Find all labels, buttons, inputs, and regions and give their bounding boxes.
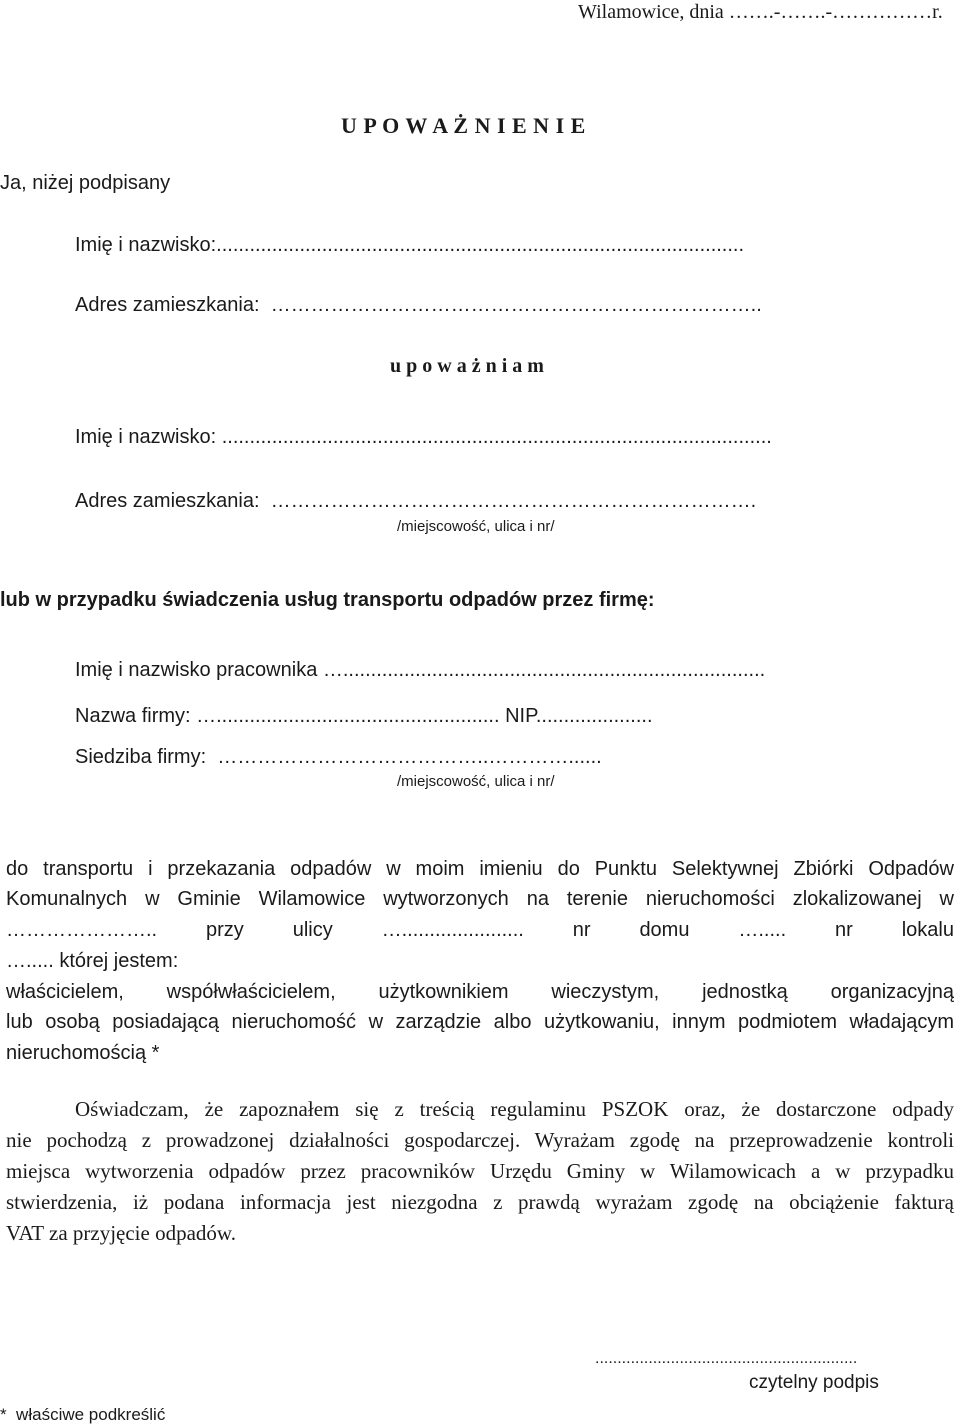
agent-address-hint: /miejscowość, ulica i nr/ bbox=[397, 518, 555, 535]
signature-label: czytelny podpis bbox=[749, 1372, 879, 1393]
intro-line: Ja, niżej podpisany bbox=[0, 172, 171, 194]
authorize-heading: u p o w a ż n i a m bbox=[390, 355, 544, 377]
company-seat-field: Siedziba firmy: …………………………………..…………...... bbox=[75, 746, 602, 768]
date-line: Wilamowice, dnia …….-…….-……………r. bbox=[578, 1, 943, 23]
body-line-3: ………………….. przy ulicy …...................... nr domu …..... nr lokalu bbox=[6, 919, 954, 941]
body-line-7: nieruchomością * bbox=[6, 1042, 160, 1064]
company-seat-hint: /miejscowość, ulica i nr/ bbox=[397, 773, 555, 790]
declaration-line-5: VAT za przyjęcie odpadów. bbox=[6, 1221, 236, 1245]
footnote: * właściwe podkreślić bbox=[0, 1405, 166, 1424]
company-name-nip-field: Nazwa firmy: …................................................... NIP..................... bbox=[75, 705, 653, 727]
declaration-line-1: Oświadczam, że zapoznałem się z treścią regulaminu PSZOK oraz, że dostarczone odpady bbox=[75, 1097, 954, 1121]
agent-address-field: Adres zamieszkania: ………………………………………………………………. bbox=[75, 490, 757, 512]
body-line-6: lub osobą posiadającą nieruchomość w zarządzie albo użytkowaniu, innym podmiotem władającym bbox=[6, 1011, 954, 1033]
body-line-1: do transportu i przekazania odpadów w moim imieniu do Punktu Selektywnej Zbiórki Odpadów bbox=[6, 858, 954, 880]
body-line-5: właścicielem, współwłaścicielem, użytkownikiem wieczystym, jednostką organizacyjną bbox=[6, 981, 954, 1003]
employee-name-field: Imię i nazwisko pracownika …............................................................................ bbox=[75, 659, 766, 681]
declaration-line-2: nie pochodzą z prowadzonej działalności gospodarczej. Wyrażam zgodę na przeprowadzenie kontroli bbox=[6, 1128, 954, 1152]
declaration-line-3: miejsca wytworzenia odpadów przez pracowników Urzędu Gminy w Wilamowicach a w przypadku bbox=[6, 1159, 954, 1183]
principal-name-field: Imię i nazwisko:............................................................................................... bbox=[75, 234, 745, 256]
signature-dots: ........................................................... bbox=[595, 1350, 858, 1367]
company-heading: lub w przypadku świadczenia usług transportu odpadów przez firmę: bbox=[0, 589, 655, 611]
document-title: U P O W A Ż N I E N I E bbox=[341, 113, 586, 138]
declaration-line-4: stwierdzenia, iż podana informacja jest niezgodna z prawdą wyrażam zgodę na obciążenie fakturą bbox=[6, 1190, 954, 1214]
body-line-2: Komunalnych w Gminie Wilamowice wytworzonych na terenie nieruchomości zlokalizowanej w bbox=[6, 888, 954, 910]
principal-address-field: Adres zamieszkania: ……………………………………………………………….. bbox=[75, 294, 762, 316]
body-line-4: …..... której jestem: bbox=[6, 950, 179, 972]
agent-name-field: Imię i nazwisko: ................................................................................................... bbox=[75, 426, 772, 448]
